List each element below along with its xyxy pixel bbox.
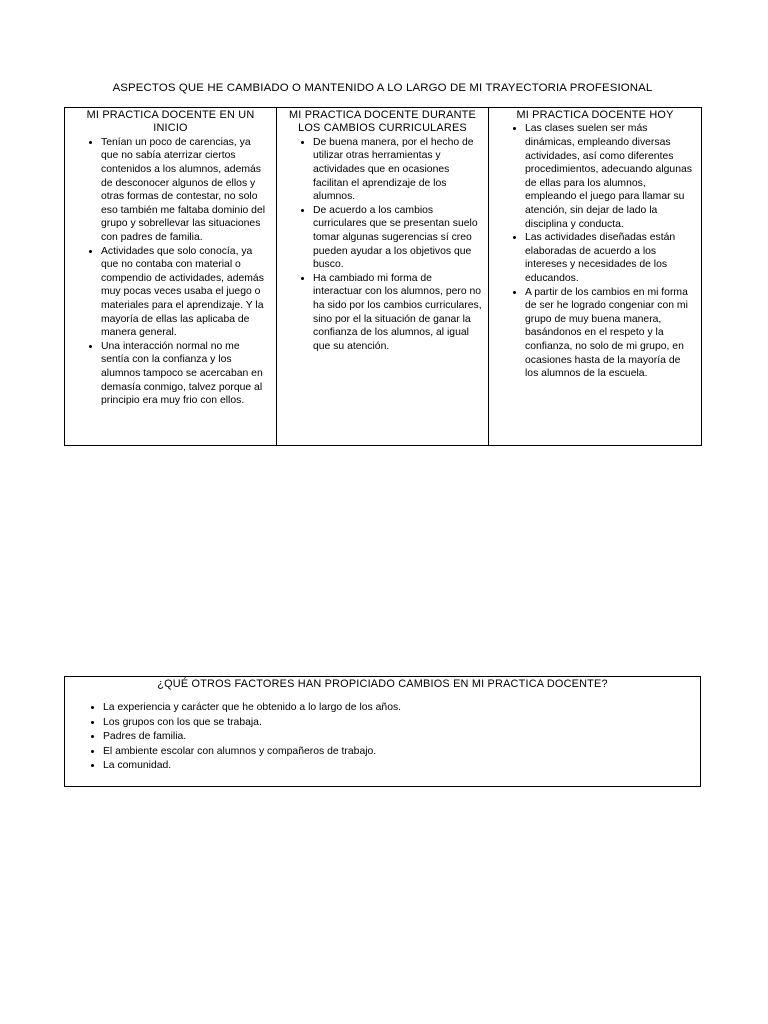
bullet-list xyxy=(495,122,695,380)
column-durante xyxy=(277,108,489,446)
list-item: • El ambiente escolar con alumnos y compañeros de trabajo. xyxy=(103,745,700,760)
list-item: • Los grupos con los que se trabaja. xyxy=(103,716,700,731)
factors-heading: ¿QUÉ OTROS FACTORES HAN PROPICIADO CAMBIOS EN MI PRACTICA DOCENTE? xyxy=(157,678,608,690)
table-row xyxy=(65,108,702,446)
document-title: ASPECTOS QUE HE CAMBIADO O MANTENIDO A LO LARGO DE MI TRAYECTORIA PROFESIONAL xyxy=(112,82,653,94)
list-item: • A partir de los cambios en mi forma de ser he logrado congeniar con mi grupo de muy buena manera, basándonos en el respeto y la confianza, no solo de mi grupo, en ocasiones hasta de la mayoría de los alumnos de la escuela. xyxy=(525,286,695,381)
list-item: • La comunidad. xyxy=(103,759,700,774)
bullet-list xyxy=(71,136,270,408)
factors-box xyxy=(64,676,701,787)
list-item: • Tenían un poco de carencias, ya que no sabía aterrizar ciertos contenidos a los alumnos, además de desconocer algunos de ellos y otras formas de contestar, no solo eso también me faltaba dominio del grupo y sobrellevar las situaciones con padres de familia. xyxy=(101,136,270,245)
column-hoy xyxy=(489,108,702,446)
column-heading: MI PRACTICA DOCENTE EN UN INICIO xyxy=(86,109,255,135)
list-item: • Las clases suelen ser más dinámicas, empleando diversas actividades, así como diferentes procedimientos, adecuando algunas de ellas para los alumnos, empleando el juego para llamar su atención, sin dejar de lado la disciplina y conducta. xyxy=(525,122,695,231)
factors-list xyxy=(65,701,700,774)
list-item: • De acuerdo a los cambios curriculares que se presentan suelo tomar algunas sugerencias sí creo pueden ayudar a los objetivos que busco. xyxy=(313,204,482,272)
practice-table xyxy=(64,107,702,446)
list-item: • Una interacción normal no me sentía con la confianza y los alumnos tampoco se acercaban en demasía conmigo, talvez porque al principio era muy frio con ellos. xyxy=(101,340,270,408)
list-item: • Actividades que solo conocía, ya que no contaba con material o compendio de actividades, además muy pocas veces usaba el juego o materiales para el aprendizaje. Y la mayoría de ellas las aplicaba de manera general. xyxy=(101,245,270,340)
column-heading: MI PRACTICA DOCENTE HOY xyxy=(516,109,674,121)
list-item: • Las actividades diseñadas están elaboradas de acuerdo a los intereses y necesidades de los educandos. xyxy=(525,231,695,285)
column-inicio xyxy=(65,108,277,446)
bullet-list xyxy=(283,136,482,354)
list-item: • De buena manera, por el hecho de utilizar otras herramientas y actividades que en ocasiones facilitan el aprendizaje de los alumnos. xyxy=(313,136,482,204)
list-item: • Padres de familia. xyxy=(103,730,700,745)
list-item: • Ha cambiado mi forma de interactuar con los alumnos, pero no ha sido por los cambios curriculares, sino por el la situación de ganar la confianza de los alumnos, al igual que su atención. xyxy=(313,272,482,354)
column-heading: MI PRACTICA DOCENTE DURANTE LOS CAMBIOS CURRICULARES xyxy=(289,109,476,135)
list-item: • La experiencia y carácter que he obtenido a lo largo de los años. xyxy=(103,701,700,716)
